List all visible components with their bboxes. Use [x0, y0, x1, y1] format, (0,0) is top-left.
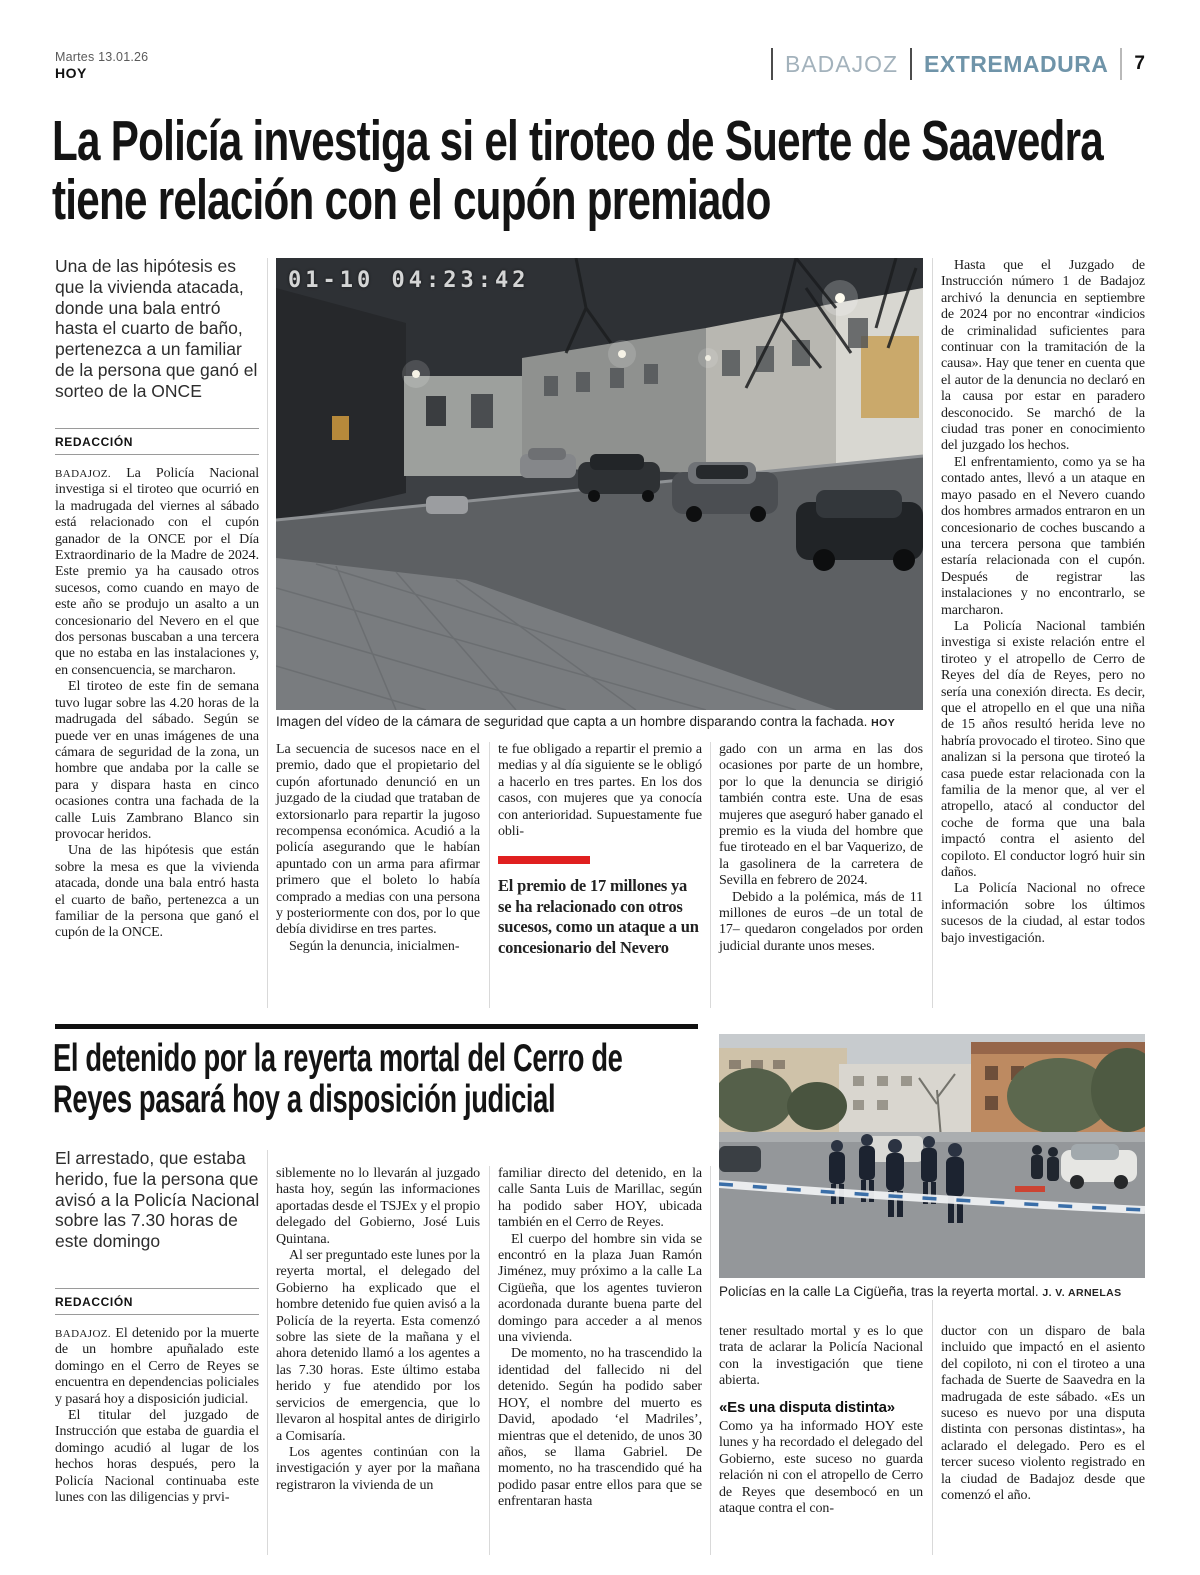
column-rule [710, 1166, 711, 1555]
article2-column-1 [55, 1326, 259, 1506]
article1-lead: Una de las hipótesis es que la vivienda atacada, donde una bala entró hasta el cuarto de baño, pertenezca a un familiar de la persona que ganó el sorteo de la ONCE [55, 256, 258, 401]
column-rule [489, 1166, 490, 1555]
article2-column-3 [498, 1166, 702, 1511]
article1-column-2 [276, 742, 480, 955]
dateline: BADAJOZ. [55, 468, 112, 480]
column-rule [710, 742, 711, 1008]
tree [787, 1082, 847, 1130]
article2-column-2 [276, 1166, 480, 1494]
page-number: 7 [1134, 53, 1145, 74]
paragraph: El enfrentamiento, como ya se ha contado antes, llevó a un ataque en mayo pasado en el Nevero cuando dos hombres armados entraron en un concesionario de coches buscando a una tercera persona que también estaría relacionada con el cupón. Después de registrar las instalaciones y no encontrarlo, se marcharon. [941, 454, 1145, 618]
divider-bar [910, 48, 912, 80]
paragraph: Según la denuncia, inicialmen- [289, 938, 460, 954]
paragraph: Los agentes continúan con la investigación y ayer por la mañana registraron la vivienda de un [276, 1444, 480, 1493]
paragraph: Debido a la polémica, más de 11 millones de euros –de un total de 17– quedaron congelados por orden judicial durante unos meses. [719, 889, 923, 954]
column-rule [932, 258, 933, 1008]
article2-lead: El arrestado, que estaba herido, fue la persona que avisó a la Policía Nacional sobre las 7.30 horas de este domingo [55, 1148, 260, 1252]
paragraph: familiar directo del detenido, en la calle Santa Luis de Marillac, según ha podido saber HOY, ubicada también en el Cerro de Reyes. [498, 1166, 702, 1231]
paragraph: ductor con un disparo de bala incluido que impactó en el asiento del copiloto, ni con el tiroteo a una fachada de Suerte de Saavedra en la madrugada de este sábado. «Es un suceso es nuevo por una disputa distinta con personas distintas», ha aclarado el delegado. Pero es el tercer suceso violento registrado en la ciudad de Badajoz desde que comenzó el año. [941, 1324, 1145, 1504]
article2-headline: El detenido por la reyerta mortal del Cerro de Reyes pasará hoy a disposición judicial [53, 1037, 623, 1121]
divider-bar [771, 48, 773, 80]
newspaper-brand: HOY [55, 65, 87, 81]
paragraph: El tiroteo de este fin de semana tuvo lugar sobre las 4.20 horas de la madrugada del sábado. Según se puede ver en unas imágenes de una cámara de seguridad de la zona, un hombre que andaba por la calle se para y dispara hasta en cinco ocasiones contra una fachada de la calle Luis Zambrano Blanco sin provocar heridos. [55, 679, 259, 842]
building [839, 1064, 979, 1134]
paragraph: tener resultado mortal y es lo que trata de aclarar la Policía Nacional con la investigación que tiene abierta. [719, 1324, 923, 1389]
article2-column-5 [941, 1324, 1145, 1504]
paragraph: te fue obligado a repartir el premio a medias y al día siguiente se le obligó a hacerlo en tres partes. En los dos casos, con mujeres que ya conocía con anterioridad. Supuestamente fue obli- [498, 742, 702, 840]
edition-date: Martes 13.01.26 [55, 50, 149, 64]
paragraph: Como ya ha informado HOY este lunes y ha recordado el delegado del Gobierno, este suceso no guarda relación ni con el atropello de Cerro de Reyes que desembocó en un ataque contra el con- [719, 1419, 923, 1517]
article1-photo-caption: Imagen del vídeo de la cámara de seguridad que capta a un hombre disparando contra la fachada. HOY [276, 714, 896, 729]
cctv-scene-illustration [276, 258, 923, 710]
paragraph: gado con un arma en las dos ocasiones por parte de un hombre, por lo que la denuncia se dirigió también contra este. Una de esas mujeres que aseguró haber ganado el premio es la viuda del hombre que fue tiroteado en el bar Vaquerizo, de la gasolinera de la carretera de Sevilla en febrero de 2024. [719, 742, 923, 889]
paragraph: BADAJOZ. El detenido por la muerte de un hombre apuñalado este domingo en el Cerro de Reyes se encuentra en dependencias policiales y pasará hoy a disposición judicial. [55, 1326, 259, 1407]
article1-column-3 [498, 742, 702, 958]
article1-column-5 [941, 258, 1145, 947]
paragraph: El cuerpo del hombre sin vida se encontró en la plaza Juan Ramón Jiménez, muy próximo a la calle La Cigüeña, que los agentes tuvieron acordonada durante buena parte del domingo para acceder a al menos una vivienda. [498, 1231, 702, 1346]
region-label: EXTREMADURA [924, 50, 1109, 77]
paragraph: Una de las hipótesis que están sobre la mesa es que la vivienda atacada, donde una bala entró hasta el cuarto de baño, pertenezca a un familiar de la persona que ganó el cupón de la ONCE. [55, 843, 259, 941]
divider-bar [1120, 48, 1122, 80]
article2-column-4 [719, 1324, 923, 1517]
paragraph: La secuencia de sucesos nace en el premio, dado que el propietario del cupón afortunado denunció en un juzgado de la ciudad que trataban de extorsionarlo para repartir la jugoso recompensa económica. Acudió a la policía asegurando que le habían apuntado con un arma para afirmar primero que el boleto lo había comprado a medias con una persona y posteriormente con dos, por lo que debía dividirse en tres partes. [276, 742, 480, 938]
paragraph: La Policía Nacional no ofrece información sobre los últimos sucesos de la ciudad, al estar todos bajo investigación. [941, 881, 1145, 946]
section-header [771, 48, 1145, 80]
article2-photo-caption: Policías en la calle La Cigüeña, tras la reyerta mortal. J. V. ARNELAS [719, 1284, 1122, 1299]
pullquote: El premio de 17 millones ya se ha relacionado con otros sucesos, como un ataque a un concesionario del Nevero [498, 876, 699, 957]
article1-column-4 [719, 742, 923, 955]
cctv-photo [276, 258, 923, 710]
section-label: BADAJOZ [784, 50, 899, 77]
article1-byline: REDACCIÓN [55, 428, 259, 455]
paragraph: siblemente no lo llevarán al juzgado hasta hoy, según las informaciones aportadas desde el TSJEx y el propio delegado del Gobierno, José Luis Quintana. [276, 1166, 480, 1247]
photo-credit: HOY [871, 717, 896, 729]
house-facade [404, 376, 522, 476]
column-rule [267, 258, 268, 1008]
paragraph: El titular del juzgado de Instrucción que estaba de guardia el domingo acudió al lugar de los hechos horas después, pero la Policía Nacional continuaba este lunes con las diligencias y prvi- [55, 1408, 259, 1506]
paragraph: La Policía Nacional también investiga si existe relación entre el tiroteo y el atropello de Cerro de Reyes del día de Reyes, pero no sería una conexión directa. Es decir, que el atropello en el que una niña de 15 años resultó herida leve no habría provocado el tiroteo. Sino que analizan si la persona que tiroteó la casa puede estar relacionada con la familia de la menor que, al ver el atropello, atacó al conductor del coche de forma que una bala impactó contra el asiento del copiloto. El conductor logró huir sin daños. [941, 618, 1145, 881]
article1-headline: La Policía investiga si el tiroteo de Suerte de Saavedra tiene relación con el cupón premiado [52, 109, 1103, 232]
car [719, 1146, 761, 1172]
sodium-lit-wall [861, 336, 919, 418]
police-photo [719, 1034, 1145, 1278]
lit-window [332, 416, 349, 440]
column-rule [932, 1300, 933, 1555]
paragraph: De momento, no ha trascendido la identidad del fallecido ni del detenido. Según ha podido saber HOY, el nombre del muerto es David, apodado ‘el Madriles’, mientras que el detenido, de unos 30 años, se llama Gabriel. De momento, no ha trascendido qué ha podido pasar entre ellos para que se enfrentaran hasta [498, 1346, 702, 1510]
article2-top-rule [55, 1024, 698, 1029]
cctv-timestamp: 01-10 04:23:42 [288, 268, 530, 293]
dateline: BADAJOZ. [55, 1328, 112, 1340]
police-scene-illustration [719, 1034, 1145, 1278]
article2-subhead: «Es una disputa distinta» [719, 1398, 895, 1416]
paragraph: Hasta que el Juzgado de Instrucción número 1 de Badajoz archivó la denuncia en septiembre de 2024 por no encontrar «indicios de criminalidad suficientes para continuar con la tramitación de la causa». Hay que tener en cuenta que el autor de la denuncia no declaró en la causa por estar en paradero desconocido. Se marchó de la ciudad tras poner en conocimiento del juzgado los hechos. [941, 258, 1145, 454]
article1-column-1 [55, 466, 259, 942]
pullquote-accent-bar [498, 856, 590, 864]
photo-credit: J. V. ARNELAS [1042, 1287, 1122, 1299]
column-rule [489, 742, 490, 1008]
column-rule [267, 1150, 268, 1555]
article2-byline: REDACCIÓN [55, 1288, 259, 1315]
paragraph: BADAJOZ. La Policía Nacional investiga si el tiroteo que ocurrió en la madrugada del viernes al sábado está relacionado con el cupón ganador de la ONCE por el Día Extraordinario de la Madre de 2024. Este premio ya ha causado otros sucesos, como cuando en mayo de este año se produjo un asalto a un concesionario del Nevero en el que dos personas buscaban a una tercera que no estaba en las instalaciones y, en consencuencia, se marcharon. [55, 466, 259, 678]
building-silhouette [276, 288, 406, 523]
barrier [1015, 1186, 1045, 1192]
paragraph: Al ser preguntado este lunes por la reyerta mortal, el delegado del Gobierno ha explicado que el hombre detenido fue quien avisó a la Policía de la reyerta. Esta comenzó sobre las siete de la mañana y el ahora detenido llamó a los agentes a las 7.30 horas. Este último estaba herido y fue atendido por los servicios de emergencia, que lo llevaron al hospital antes de dirigirlo a Comisaría. [276, 1248, 480, 1444]
